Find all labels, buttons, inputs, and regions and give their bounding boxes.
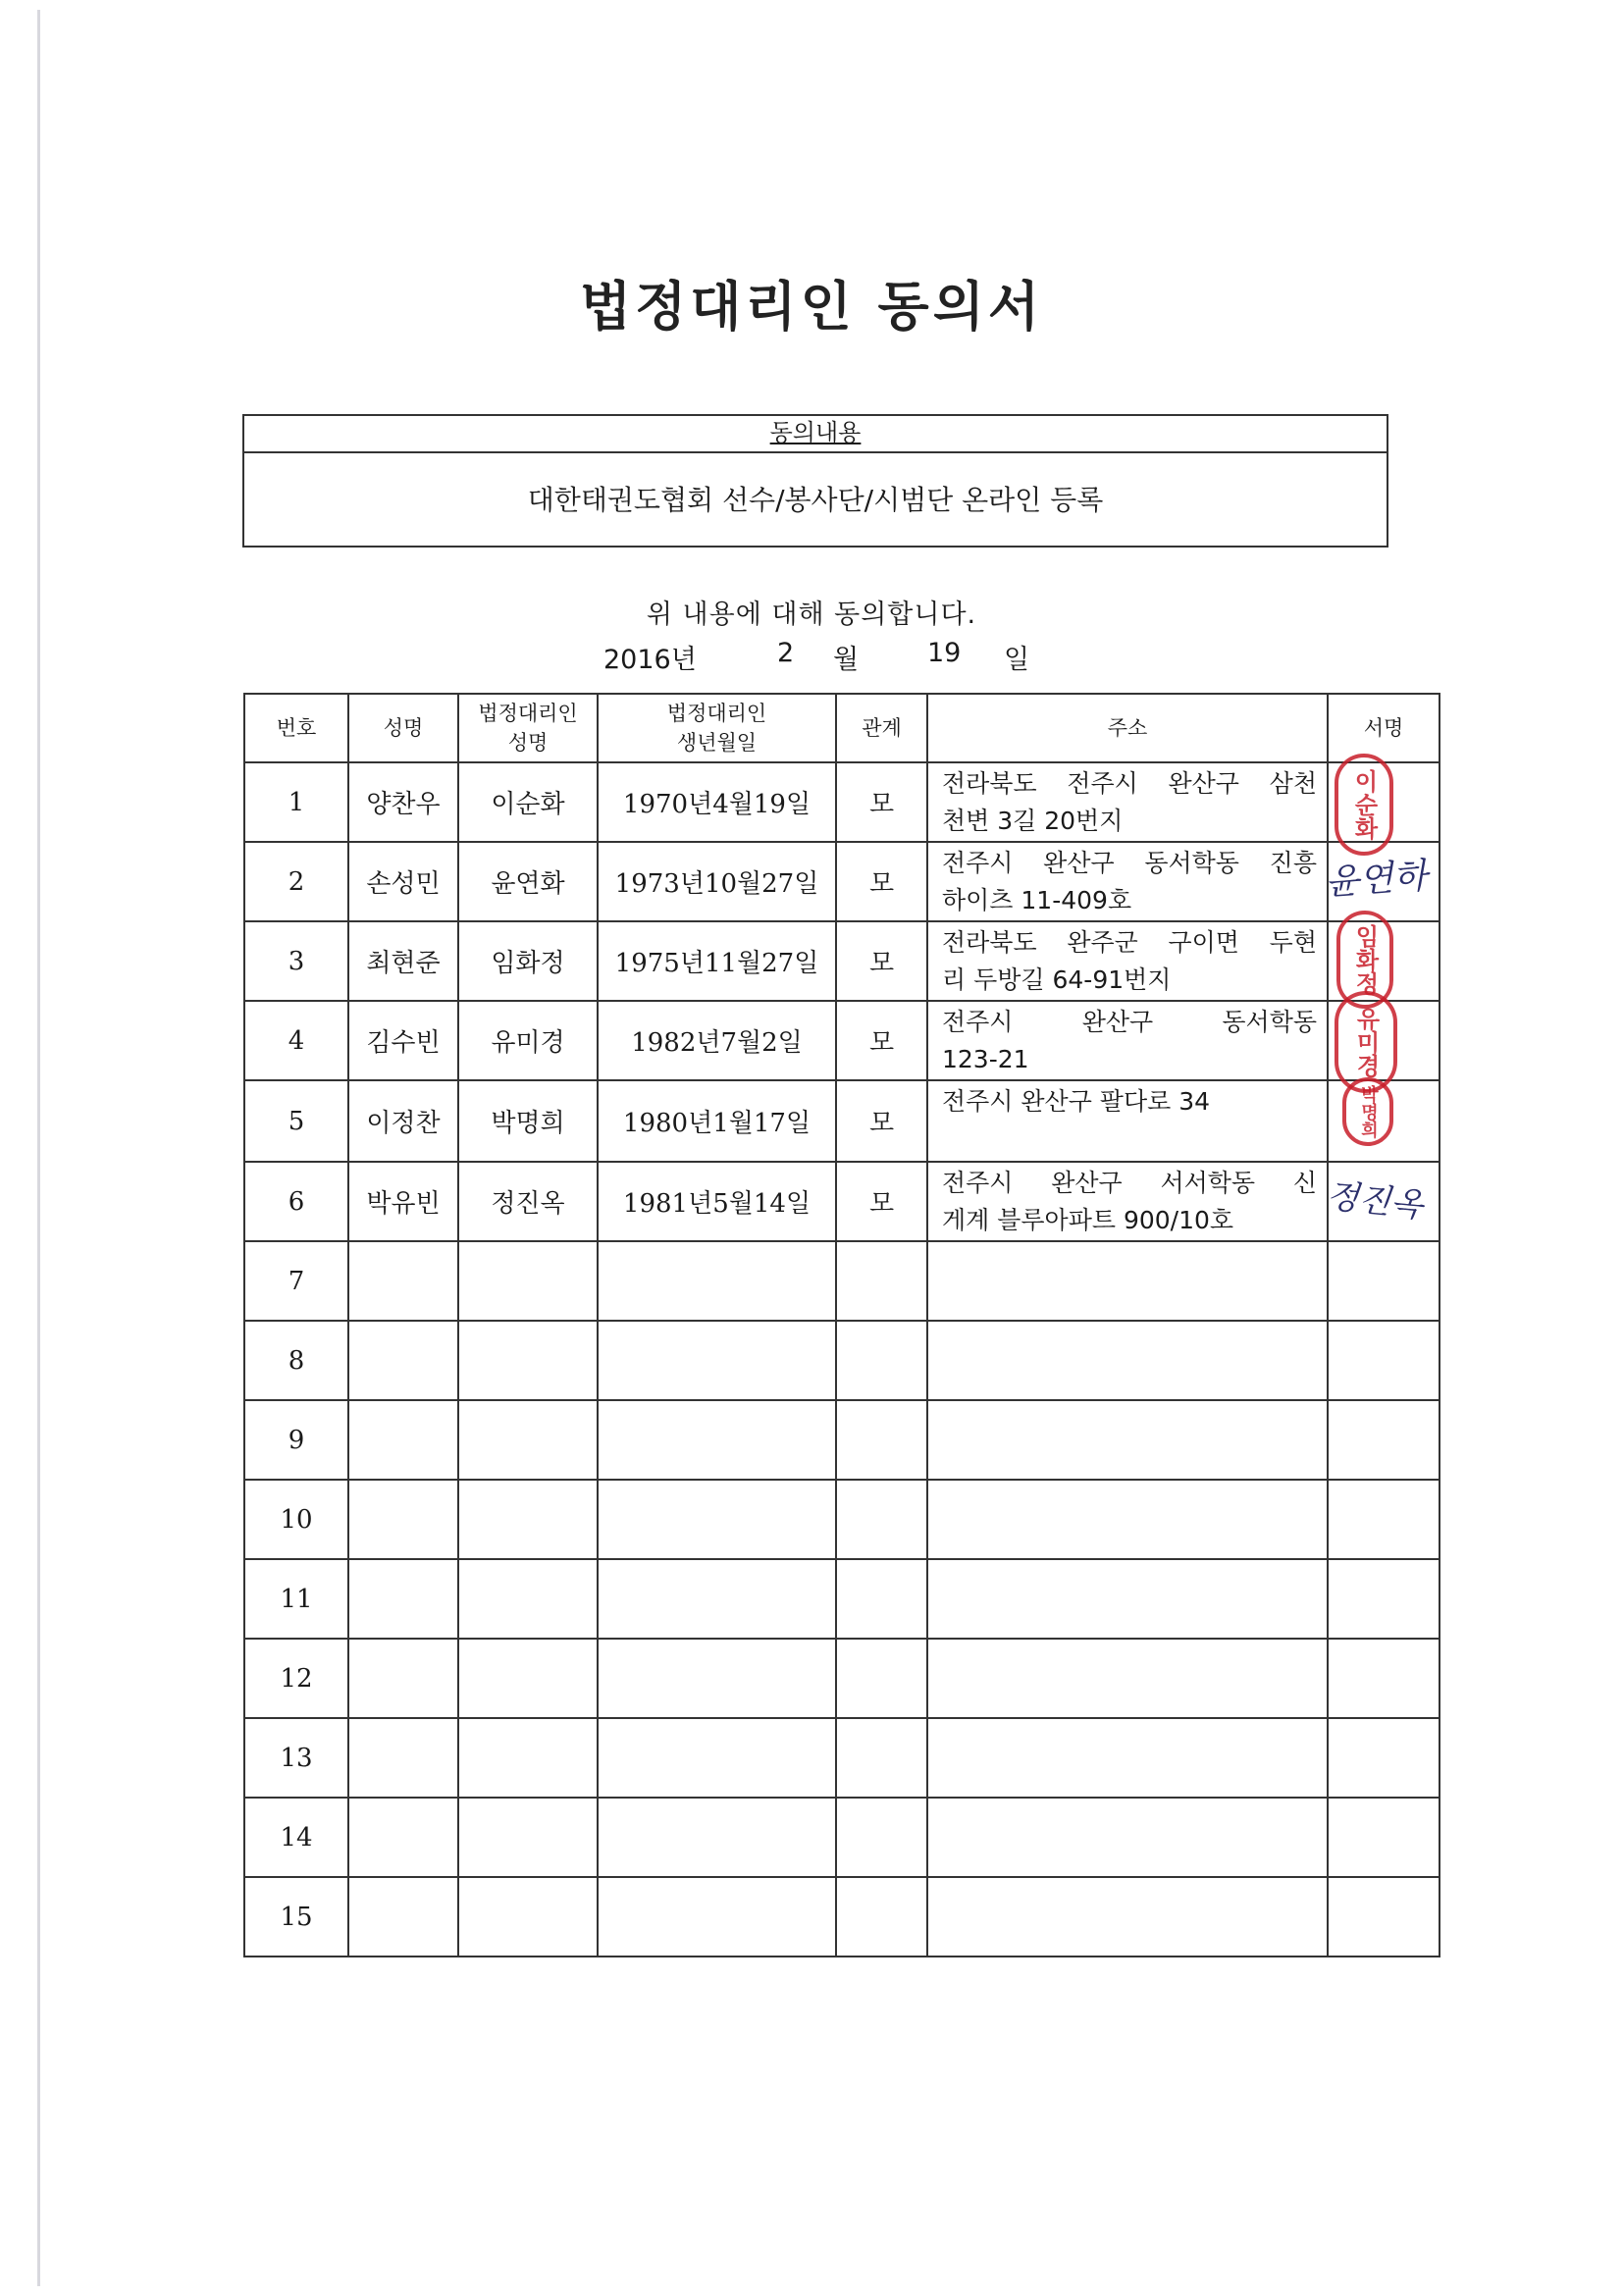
cell-no: 4 — [244, 1001, 348, 1080]
cell-guardian-birth — [598, 1639, 836, 1718]
cell-address — [927, 1001, 1328, 1080]
cell-name — [348, 1718, 458, 1798]
cell-relation — [836, 1877, 927, 1957]
cell-name — [348, 1639, 458, 1718]
cell-relation — [836, 1718, 927, 1798]
table-row — [244, 1241, 1440, 1321]
cell-guardian-birth — [598, 1798, 836, 1877]
cell-guardian-birth: 1981년5월14일 — [598, 1162, 836, 1241]
cell-no: 14 — [244, 1798, 348, 1877]
registration-table — [243, 693, 1440, 1957]
cell-guardian-name — [458, 1321, 598, 1400]
handwritten-signature-2: 윤연하 — [1323, 856, 1429, 904]
cell-guardian-name: 윤연화 — [458, 842, 598, 921]
cell-signature — [1328, 1400, 1440, 1480]
cell-no: 2 — [244, 842, 348, 921]
cell-relation — [836, 1321, 927, 1400]
header-guardian-birth-line1: 법정대리인 — [666, 702, 767, 725]
cell-no: 3 — [244, 921, 348, 1001]
cell-guardian-birth: 1970년4월19일 — [598, 762, 836, 842]
cell-name — [348, 1480, 458, 1559]
header-guardian-name-line1: 법정대리인 — [478, 702, 578, 725]
cell-relation: 모 — [836, 842, 927, 921]
consent-box — [242, 414, 1388, 548]
cell-relation: 모 — [836, 762, 927, 842]
header-guardian-birth-line2: 생년월일 — [676, 731, 758, 755]
header-name: 성명 — [348, 694, 458, 762]
address-line-2: 123-21 — [942, 1044, 1029, 1073]
header-address: 주소 — [927, 694, 1328, 762]
cell-address — [927, 762, 1328, 842]
table-row — [244, 1001, 1440, 1080]
cell-guardian-birth: 1975년11월27일 — [598, 921, 836, 1001]
agree-statement: 위 내용에 대해 동의합니다. — [646, 600, 977, 630]
address-line-1: 전주시 완산구 동서학동 진흥 — [942, 848, 1317, 877]
cell-name: 손성민 — [348, 842, 458, 921]
address-line-2: 리 두방길 64-91번지 — [942, 965, 1172, 994]
cell-no: 10 — [244, 1480, 348, 1559]
cell-guardian-name — [458, 1877, 598, 1957]
consent-header — [244, 416, 1387, 453]
cell-guardian-birth — [598, 1559, 836, 1639]
cell-relation — [836, 1400, 927, 1480]
cell-guardian-name — [458, 1798, 598, 1877]
table-row — [244, 1162, 1440, 1241]
cell-address — [927, 1162, 1328, 1241]
cell-guardian-birth — [598, 1241, 836, 1321]
cell-guardian-name: 유미경 — [458, 1001, 598, 1080]
cell-no: 5 — [244, 1080, 348, 1162]
date-month-unit: 월 — [833, 645, 860, 675]
cell-signature — [1328, 1480, 1440, 1559]
cell-no: 15 — [244, 1877, 348, 1957]
cell-signature — [1328, 1321, 1440, 1400]
consent-body: 대한태권도협회 선수/봉사단/시범단 온라인 등록 — [527, 484, 1104, 516]
table-row — [244, 1718, 1440, 1798]
cell-relation — [836, 1639, 927, 1718]
cell-guardian-birth: 1973년10월27일 — [598, 842, 836, 921]
cell-name — [348, 1241, 458, 1321]
table-row — [244, 1639, 1440, 1718]
cell-address — [927, 1639, 1328, 1718]
cell-address — [927, 1480, 1328, 1559]
cell-guardian-name — [458, 1639, 598, 1718]
cell-relation — [836, 1559, 927, 1639]
table-row — [244, 762, 1440, 842]
header-signature: 서명 — [1328, 694, 1440, 762]
cell-no: 1 — [244, 762, 348, 842]
handwritten-signature-6: 정진옥 — [1324, 1175, 1426, 1226]
cell-guardian-birth: 1982년7월2일 — [598, 1001, 836, 1080]
cell-signature — [1328, 1639, 1440, 1718]
consent-header-label: 동의내용 — [769, 419, 862, 446]
cell-no: 6 — [244, 1162, 348, 1241]
cell-no: 8 — [244, 1321, 348, 1400]
cell-address — [927, 1400, 1328, 1480]
date-day: 19 — [927, 638, 962, 668]
cell-address — [927, 1321, 1328, 1400]
cell-guardian-birth — [598, 1877, 836, 1957]
cell-guardian-name — [458, 1400, 598, 1480]
cell-name — [348, 1400, 458, 1480]
cell-relation — [836, 1241, 927, 1321]
cell-guardian-birth: 1980년1월17일 — [598, 1080, 836, 1162]
cell-name — [348, 1798, 458, 1877]
address-line-1: 전라북도 완주군 구이면 두현 — [942, 927, 1317, 957]
cell-name — [348, 1877, 458, 1957]
address-line-2: 게계 블루아파트 900/10호 — [942, 1205, 1234, 1234]
document-title: 법정대리인 동의서 — [579, 276, 1044, 338]
header-relation: 관계 — [836, 694, 927, 762]
seal-stamp-3: 임화정 — [1336, 911, 1393, 1009]
seal-stamp-1: 이순화 — [1335, 754, 1393, 856]
cell-name: 양찬우 — [348, 762, 458, 842]
header-guardian-name — [458, 694, 598, 762]
cell-signature — [1328, 1718, 1440, 1798]
cell-no: 9 — [244, 1400, 348, 1480]
table-row — [244, 921, 1440, 1001]
cell-relation — [836, 1480, 927, 1559]
cell-signature — [1328, 1559, 1440, 1639]
cell-no: 13 — [244, 1718, 348, 1798]
cell-relation: 모 — [836, 1001, 927, 1080]
cell-relation — [836, 1798, 927, 1877]
cell-relation: 모 — [836, 1080, 927, 1162]
table-row — [244, 1480, 1440, 1559]
cell-address — [927, 921, 1328, 1001]
cell-guardian-name: 이순화 — [458, 762, 598, 842]
cell-name: 이정찬 — [348, 1080, 458, 1162]
seal-stamp-5: 박명희 — [1342, 1077, 1393, 1146]
date-year: 2016년 — [603, 645, 697, 675]
address-line-1: 전라북도 전주시 완산구 삼천 — [942, 768, 1317, 798]
cell-guardian-birth — [598, 1400, 836, 1480]
scan-edge — [37, 10, 40, 2286]
cell-guardian-name: 임화정 — [458, 921, 598, 1001]
cell-no: 7 — [244, 1241, 348, 1321]
cell-guardian-birth — [598, 1718, 836, 1798]
cell-signature — [1328, 1877, 1440, 1957]
cell-name — [348, 1559, 458, 1639]
cell-guardian-name: 박명희 — [458, 1080, 598, 1162]
cell-name: 박유빈 — [348, 1162, 458, 1241]
cell-signature — [1328, 1241, 1440, 1321]
cell-name: 김수빈 — [348, 1001, 458, 1080]
cell-no: 12 — [244, 1639, 348, 1718]
table-row — [244, 1877, 1440, 1957]
cell-address — [927, 1080, 1328, 1162]
cell-address — [927, 842, 1328, 921]
address-line-2: 천변 3길 20번지 — [942, 806, 1124, 835]
date-month: 2 — [777, 638, 795, 668]
header-no: 번호 — [244, 694, 348, 762]
seal-stamp-4: 유미경 — [1335, 991, 1397, 1093]
address-line-1: 전주시 완산구 동서학동 — [942, 1007, 1317, 1036]
cell-signature — [1328, 1798, 1440, 1877]
table-row — [244, 1080, 1440, 1162]
table-header-row — [244, 694, 1440, 762]
cell-relation: 모 — [836, 921, 927, 1001]
cell-no: 11 — [244, 1559, 348, 1639]
cell-guardian-birth — [598, 1480, 836, 1559]
cell-name: 최현준 — [348, 921, 458, 1001]
table-row — [244, 1400, 1440, 1480]
cell-relation: 모 — [836, 1162, 927, 1241]
cell-guardian-birth — [598, 1321, 836, 1400]
cell-guardian-name — [458, 1480, 598, 1559]
cell-guardian-name — [458, 1718, 598, 1798]
cell-address — [927, 1718, 1328, 1798]
cell-address — [927, 1559, 1328, 1639]
cell-guardian-name — [458, 1241, 598, 1321]
cell-guardian-name: 정진옥 — [458, 1162, 598, 1241]
cell-guardian-name — [458, 1559, 598, 1639]
cell-address — [927, 1241, 1328, 1321]
cell-name — [348, 1321, 458, 1400]
cell-address — [927, 1798, 1328, 1877]
header-guardian-name-line2: 성명 — [507, 731, 549, 755]
date-day-unit: 일 — [1004, 645, 1030, 675]
header-guardian-birth — [598, 694, 836, 762]
table-row — [244, 1321, 1440, 1400]
address-line-1: 전주시 완산구 팔다로 34 — [942, 1087, 1211, 1116]
cell-address — [927, 1877, 1328, 1957]
table-row — [244, 1798, 1440, 1877]
table-row — [244, 1559, 1440, 1639]
address-line-1: 전주시 완산구 서서학동 신 — [942, 1168, 1317, 1197]
table-row — [244, 842, 1440, 921]
address-line-2: 하이츠 11-409호 — [942, 885, 1132, 914]
